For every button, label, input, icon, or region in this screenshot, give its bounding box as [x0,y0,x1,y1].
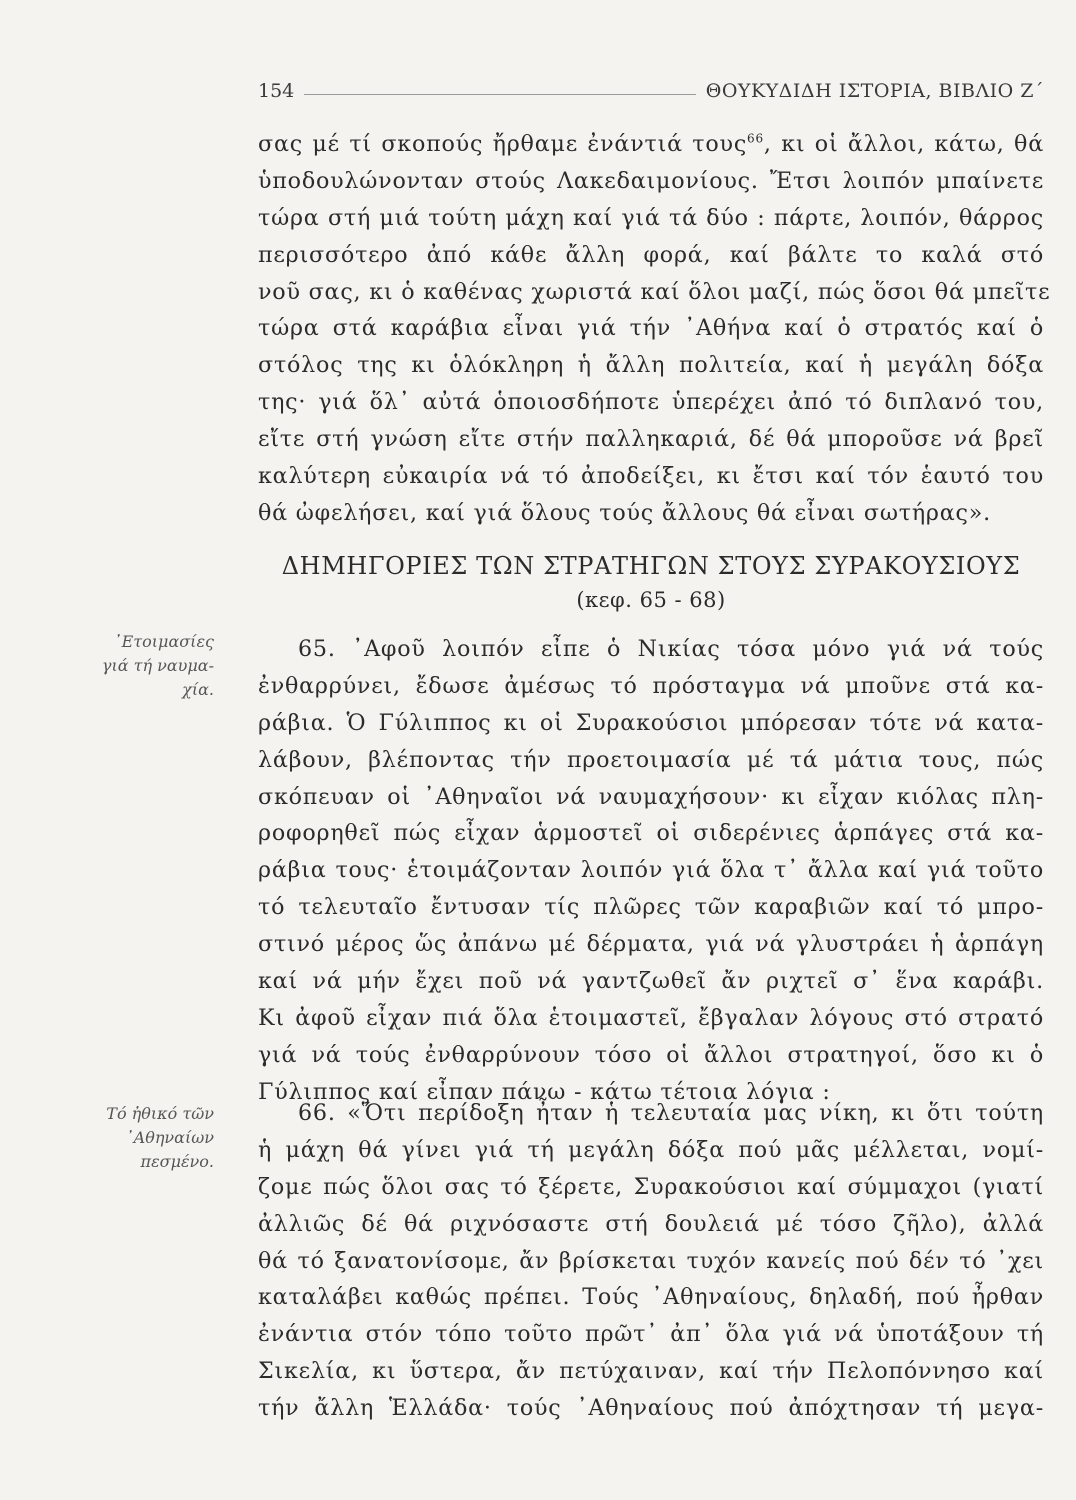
page-number: 154 [258,80,295,102]
text-line: ράβια. Ὁ Γύλιππος κι οἱ Συρακούσιοι μπόρεσαν τότε νά κατα- [258,709,1044,736]
section-chapters: (κεφ. 65 - 68) [576,588,726,612]
text-line: καί νά μήν ἔχει ποῦ νά γαντζωθεῖ ἄν ριχτεῖ σ᾿ ἕνα καράβι. [258,968,1044,995]
text-line: 66. «Ὅτι περίδοξη ἦταν ἡ τελευταία μας νίκη, κι ὅτι τούτη [298,1100,1044,1126]
paragraph-65 [258,631,1044,1111]
running-title: ΘΟΥΚΥΔΙΔΗ ΙΣΤΟΡΙΑ, ΒΙΒΛΙΟ Ζ΄ [705,80,1044,102]
paragraph-speech-end [258,126,1051,532]
text-line: στόλος της κι ὁλόκληρη ἡ ἄλλη πολιτεία, καί ἡ μεγάλη δόξα [258,352,1044,379]
text-line: 65. ᾿Αφοῦ λοιπόν εἶπε ὁ Νικίας τόσα μόνο γιά νά τούς [298,636,1044,662]
section-heading: ΔΗΜΗΓΟΡΙΕΣ ΤΩΝ ΣΤΡΑΤΗΓΩΝ ΣΤΟΥΣ ΣΥΡΑΚΟΥΣΙΟΥΣ [281,552,1021,580]
margin-note-morale: Τό ἠθικό τῶν ᾿Αθηναίων πεσμένο. [106,1104,214,1171]
text-line: λάβουν, βλέποντας τήν προετοιμασία μέ τά μάτια τους, πώς [258,746,1044,773]
header-rule [304,94,695,95]
text-line: τό τελευταῖο ἔντυσαν τίς πλῶρες τῶν καραβιῶν καί τό μπρο- [258,894,1044,921]
running-head [258,72,1044,102]
text-line: Σικελία, κι ὕστερα, ἄν πετύχαιναν, καί τήν Πελοπόννησο καί [258,1358,1044,1385]
text-line: τώρα στή μιά τούτη μάχη καί γιά τά δύο : πάρτε, λοιπόν, θάρρος [258,204,1044,231]
text-line: Γύλιππος καί εἶπαν πάνω - κάτω τέτοια λόγια : [258,1078,831,1105]
margin-note-preparations: ᾿Ετοιμασίες γιά τή ναυμα- χία. [101,632,214,699]
text-line: ὑποδουλώνονταν στούς Λακεδαιμονίους. Ἔτσι λοιπόν μπαίνετε [258,167,1044,194]
text-line: καλύτερη εὐκαιρία νά τό ἀποδείξει, κι ἔτσι καί τόν ἑαυτό του [258,463,1044,490]
text-line: τώρα στά καράβια εἶναι γιά τήν ᾿Αθήνα καί ὁ στρατός καί ὁ [258,315,1044,342]
text-line: γιά νά τούς ἐνθαρρύνουν τόσο οἱ ἄλλοι στρατηγοί, ὅσο κι ὁ [258,1041,1044,1068]
text-line: στινό μέρος ὥς ἀπάνω μέ δέρματα, γιά νά γλυστράει ἡ ἁρπάγη [258,931,1044,958]
text-line: σκόπευαν οἱ ᾿Αθηναῖοι νά ναυμαχήσουν· κι εἶχαν κιόλας πλη- [258,783,1044,810]
text-line: ἐνάντια στόν τόπο τοῦτο πρῶτ᾿ ἀπ᾿ ὅλα γιά νά ὑποτάξουν τή [258,1321,1044,1348]
text-line: ροφορηθεῖ πώς εἶχαν ἁρμοστεῖ οἱ σιδερένιες ἁρπάγες στά κα- [258,820,1044,847]
text-line: θά ὠφελήσει, καί γιά ὅλους τούς ἄλλους θά εἶναι σωτήρας». [258,499,991,526]
text-line: ἐνθαρρύνει, ἔδωσε ἀμέσως τό πρόσταγμα νά μποῦνε στά κα- [258,672,1044,699]
text-line: τήν ἄλλη Ἑλλάδα· τούς ᾿Αθηναίους πού ἀπόχτησαν τή μεγα- [258,1395,1044,1422]
text-line: νοῦ σας, κι ὁ καθένας χωριστά καί ὅλοι μαζί, πώς ὅσοι θά μπεῖτε [258,278,1051,305]
text-line: Κι ἀφοῦ εἶχαν πιά ὅλα ἑτοιμαστεῖ, ἔβγαλαν λόγους στό στρατό [258,1004,1044,1031]
text-line: ἀλλιῶς δέ θά ριχνόσαστε στή δουλειά μέ τόσο ζῆλο), ἀλλά [258,1210,1044,1237]
text-line: καταλάβει καθώς πρέπει. Τούς ᾿Αθηναίους, δηλαδή, πού ἦρθαν [258,1284,1044,1311]
paragraph-66 [258,1095,1044,1427]
text-line: ἡ μάχη θά γίνει γιά τή μεγάλη δόξα πού μᾶς μέλλεται, νομί- [258,1136,1044,1163]
text-line: ράβια τους· ἑτοιμάζονταν λοιπόν γιά ὅλα τ᾿ ἄλλα καί γιά τοῦτο [258,857,1044,884]
text-line: της· γιά ὅλ᾿ αὐτά ὁποιοσδήποτε ὑπερέχει ἀπό τό διπλανό του, [258,389,1044,416]
text-line: σας μέ τί σκοπούς ἤρθαμε ἐνάντιά τους$^{66}$, κι οἱ ἄλλοι, κάτω, θά [258,131,1045,157]
text-line: ζομε πώς ὅλοι σας τό ξέρετε, Συρακούσιοι καί σύμμαχοι (γιατί [258,1173,1044,1200]
footnote-ref: 66 [747,131,764,146]
text-line: περισσότερο ἀπό κάθε ἄλλη φορά, καί βάλτε το καλά στό [258,241,1044,268]
text-line: θά τό ξανατονίσομε, ἄν βρίσκεται τυχόν κανείς πού δέν τό ᾿χει [258,1247,1044,1274]
text-line: εἴτε στή γνώση εἴτε στήν παλληκαριά, δέ θά μποροῦσε νά βρεῖ [258,426,1044,453]
